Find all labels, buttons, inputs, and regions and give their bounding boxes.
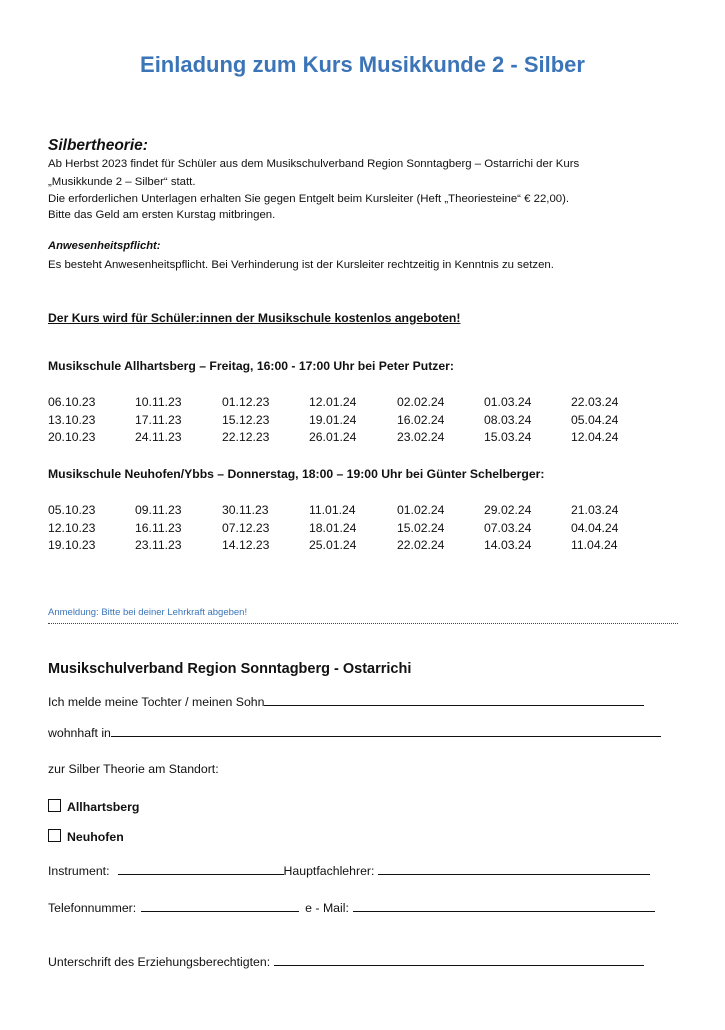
child-name-field[interactable] <box>264 694 644 706</box>
course-date: 15.03.24 <box>484 430 532 444</box>
intro-line-1: Ab Herbst 2023 findet für Schüler aus dem Musikschulverband Region Sonntagberg – Ostarrichi der Kurs <box>48 158 580 170</box>
cut-line <box>48 623 678 624</box>
address-row <box>48 725 661 740</box>
course-date: 16.11.23 <box>135 520 182 535</box>
course-date: 13.10.23 <box>48 412 96 427</box>
teacher-label: Hauptfachlehrer: <box>283 864 375 878</box>
course-date: 11.04.24 <box>571 538 618 552</box>
instrument-field[interactable] <box>118 863 284 875</box>
course-date: 19.10.23 <box>48 538 96 552</box>
child-label: Ich melde meine Tochter / meinen Sohn <box>48 695 265 709</box>
course-date: 11.01.24 <box>309 503 356 517</box>
course-date: 01.12.23 <box>222 395 270 409</box>
child-row <box>48 694 644 709</box>
signature-row <box>48 954 644 969</box>
course-date: 02.02.24 <box>397 395 445 409</box>
location-label: zur Silber Theorie am Standort: <box>48 762 219 776</box>
option-neuhofen[interactable] <box>48 829 124 844</box>
course-date: 19.01.24 <box>309 412 357 427</box>
course-date: 01.02.24 <box>397 503 445 517</box>
instrument-row <box>48 863 650 878</box>
course-date: 14.12.23 <box>222 538 270 552</box>
option-neuhofen-label: Neuhofen <box>67 830 124 844</box>
course-date: 22.02.24 <box>397 538 445 552</box>
course-date: 23.11.23 <box>135 538 182 552</box>
email-label: e - Mail: <box>305 901 349 915</box>
course-date: 21.03.24 <box>571 503 619 517</box>
address-field[interactable] <box>111 725 661 737</box>
course-date: 05.04.24 <box>571 412 619 427</box>
contact-row <box>48 900 655 915</box>
course-date: 26.01.24 <box>309 430 357 444</box>
form-org-heading: Musikschulverband Region Sonntagberg - Ostarrichi <box>48 661 412 677</box>
teacher-field[interactable] <box>378 863 650 875</box>
course-date: 09.11.23 <box>135 503 182 517</box>
address-label: wohnhaft in <box>48 726 111 740</box>
course-date: 10.11.23 <box>135 395 182 409</box>
free-course-notice: Der Kurs wird für Schüler:innen der Musikschule kostenlos angeboten! <box>48 311 461 325</box>
attendance-heading: Anwesenheitspflicht: <box>48 240 161 252</box>
attendance-text: Es besteht Anwesenheitspflicht. Bei Verhinderung ist der Kursleiter rechtzeitig in Kenntnis zu setzen. <box>48 259 554 271</box>
course-date: 22.12.23 <box>222 430 270 444</box>
course-date: 18.01.24 <box>309 520 357 535</box>
course-date: 01.03.24 <box>484 395 532 409</box>
option-allhartsberg-label: Allhartsberg <box>67 800 140 814</box>
page-title: Einladung zum Kurs Musikkunde 2 - Silber <box>140 52 585 77</box>
course-date: 29.02.24 <box>484 503 532 517</box>
school-heading-allhartsberg: Musikschule Allhartsberg – Freitag, 16:00 - 17:00 Uhr bei Peter Putzer: <box>48 359 454 373</box>
phone-label: Telefonnummer: <box>48 901 137 915</box>
checkbox-neuhofen[interactable] <box>48 829 61 842</box>
course-date: 12.10.23 <box>48 520 96 535</box>
intro-line-4: Bitte das Geld am ersten Kurstag mitbringen. <box>48 209 276 221</box>
course-date: 25.01.24 <box>309 538 357 552</box>
school-heading-neuhofen: Musikschule Neuhofen/Ybbs – Donnerstag, 18:00 – 19:00 Uhr bei Günter Schelberger: <box>48 467 545 481</box>
course-date: 08.03.24 <box>484 412 532 427</box>
course-date: 23.02.24 <box>397 430 445 444</box>
signature-field[interactable] <box>274 954 644 966</box>
registration-note: Anmeldung: Bitte bei deiner Lehrkraft abgeben! <box>48 607 248 618</box>
course-date: 12.04.24 <box>571 430 619 444</box>
email-field[interactable] <box>353 900 655 912</box>
course-date: 15.02.24 <box>397 520 445 535</box>
course-date: 06.10.23 <box>48 395 96 409</box>
course-date: 14.03.24 <box>484 538 532 552</box>
course-date: 05.10.23 <box>48 503 96 517</box>
checkbox-allhartsberg[interactable] <box>48 799 61 812</box>
course-date: 24.11.23 <box>135 430 182 444</box>
option-allhartsberg[interactable] <box>48 799 139 814</box>
section-heading-silbertheorie: Silbertheorie: <box>48 137 148 154</box>
intro-line-2: „Musikkunde 2 – Silber“ statt. <box>48 176 196 188</box>
course-date: 30.11.23 <box>222 503 269 517</box>
course-date: 16.02.24 <box>397 412 445 427</box>
instrument-label: Instrument: <box>48 864 110 878</box>
course-date: 20.10.23 <box>48 430 96 444</box>
intro-line-3: Die erforderlichen Unterlagen erhalten Sie gegen Entgelt beim Kursleiter (Heft „Theoriesteine“ € 22,00). <box>48 193 570 205</box>
course-date: 22.03.24 <box>571 395 619 409</box>
signature-label: Unterschrift des Erziehungsberechtigten: <box>48 955 271 969</box>
course-date: 15.12.23 <box>222 412 270 427</box>
course-date: 07.03.24 <box>484 520 532 535</box>
course-date: 17.11.23 <box>135 412 182 427</box>
course-date: 07.12.23 <box>222 520 270 535</box>
course-date: 12.01.24 <box>309 395 357 409</box>
course-date: 04.04.24 <box>571 520 619 535</box>
phone-field[interactable] <box>141 900 299 912</box>
